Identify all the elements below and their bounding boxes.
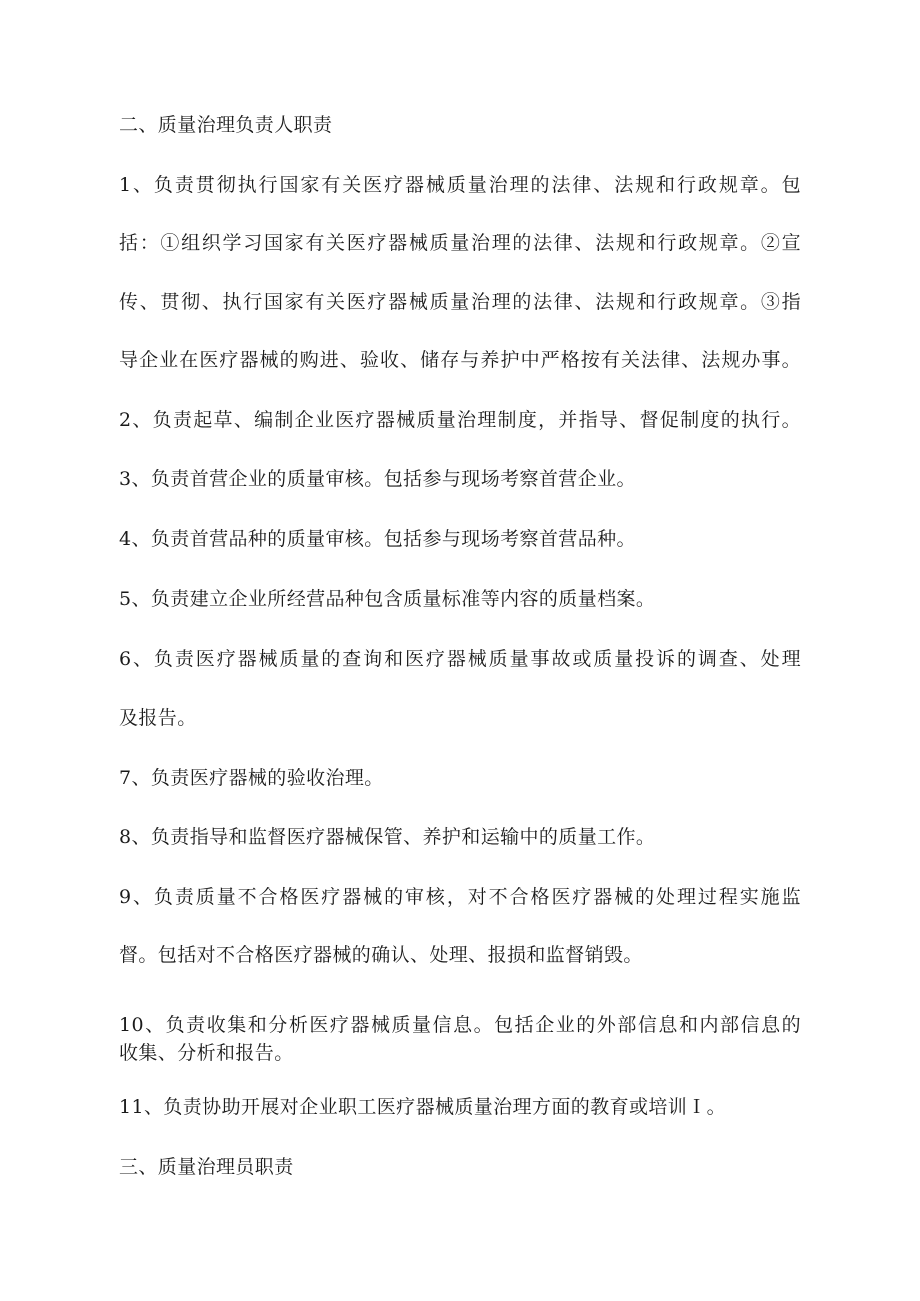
paragraph-line: 收集、分析和报告。	[119, 1042, 294, 1064]
paragraph-line: 9、负责质量不合格医疗器械的审核，对不合格医疗器械的处理过程实施监	[119, 886, 801, 908]
paragraph-line: 5、负责建立企业所经营品种包含质量标准等内容的质量档案。	[119, 588, 656, 610]
paragraph-line: 督。包括对不合格医疗器械的确认、处理、报损和监督销毁。	[119, 944, 643, 966]
paragraph-line: 导企业在医疗器械的购进、验收、储存与养护中严格按有关法律、法规办事。	[119, 349, 801, 371]
paragraph-line: 1、负责贯彻执行国家有关医疗器械质量治理的法律、法规和行政规章。包	[119, 174, 801, 196]
paragraph-line: 2、负责起草、编制企业医疗器械质量治理制度，并指导、督促制度的执行。	[119, 409, 801, 431]
section-heading-2: 二、质量治理负责人职责	[119, 114, 333, 136]
paragraph-line: 11、负责协助开展对企业职工医疗器械质量治理方面的教育或培训Ｉ。	[119, 1096, 726, 1118]
section-heading-3: 三、质量治理员职责	[119, 1156, 294, 1178]
paragraph-line: 7、负责医疗器械的验收治理。	[119, 767, 384, 789]
paragraph-line: 6、负责医疗器械质量的查询和医疗器械质量事故或质量投诉的调查、处理	[119, 648, 801, 670]
paragraph-line: 及报告。	[119, 707, 197, 729]
paragraph-line: 10、负责收集和分析医疗器械质量信息。包括企业的外部信息和内部信息的	[119, 1014, 801, 1036]
paragraph-line: 8、负责指导和监督医疗器械保管、养护和运输中的质量工作。	[119, 826, 656, 848]
paragraph-line: 括：①组织学习国家有关医疗器械质量治理的法律、法规和行政规章。②宣	[119, 232, 801, 254]
paragraph-line: 4、负责首营品种的质量审核。包括参与现场考察首营品种。	[119, 528, 636, 550]
paragraph-line: 3、负责首营企业的质量审核。包括参与现场考察首营企业。	[119, 468, 636, 490]
paragraph-line: 传、贯彻、执行国家有关医疗器械质量治理的法律、法规和行政规章。③指	[119, 291, 801, 313]
